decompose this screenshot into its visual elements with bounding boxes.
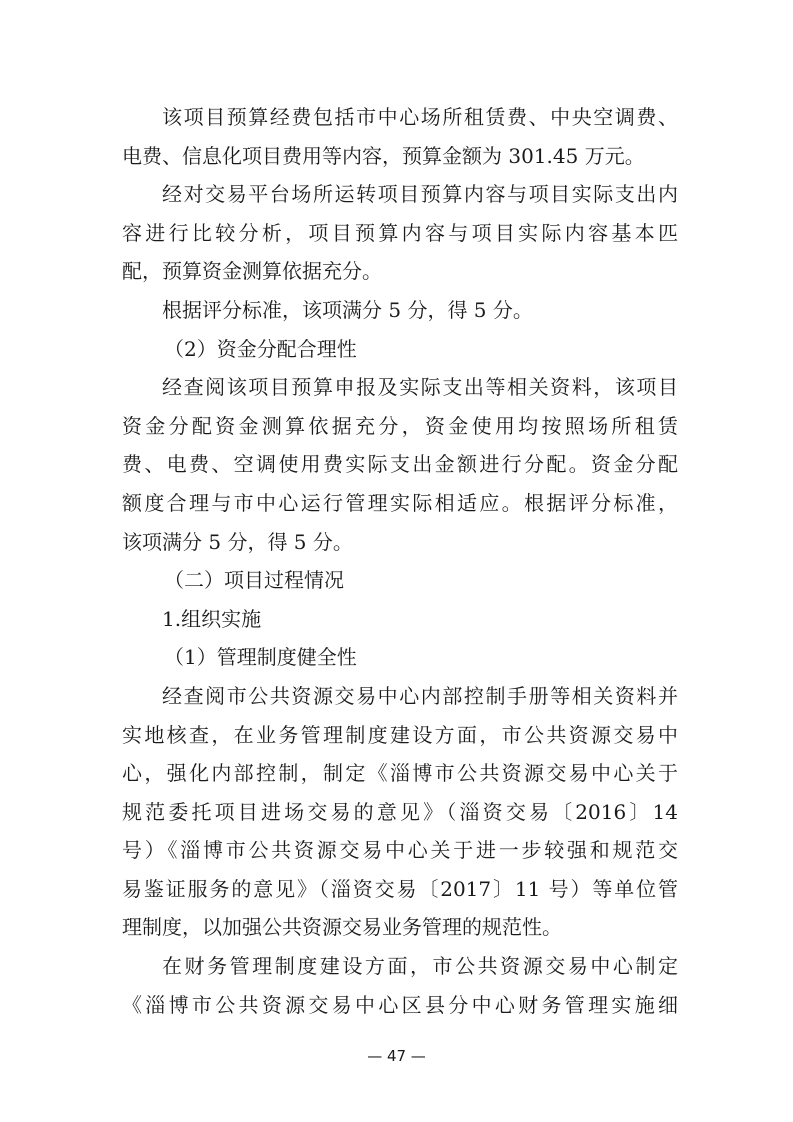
section-heading: （二）项目过程情况 (164, 568, 344, 593)
text-line: 该项目预算经费包括市中心场所租赁费、中央空调费、 (162, 105, 678, 129)
section-subheading: （2）资金分配合理性 (164, 336, 357, 361)
text-line: 经对交易平台场所运转项目预算内容与项目实际支出内 (162, 182, 678, 207)
text-line: 理制度，以加强公共资源交易业务管理的规范性。 (122, 915, 562, 940)
text-line: 实地核查，在业务管理制度建设方面，市公共资源交易中 (122, 722, 678, 747)
text-line: 资金分配资金测算依据充分，资金使用均按照场所租赁 (122, 413, 678, 438)
text-line: 配，预算资金测算依据充分。 (122, 259, 382, 284)
text-line: 经查阅该项目预算申报及实际支出等相关资料，该项目 (162, 375, 678, 400)
section-subheading: 1.组织实施 (162, 606, 262, 631)
section-subheading: （1）管理制度健全性 (164, 645, 357, 670)
text-line: 费、电费、空调使用费实际支出金额进行分配。资金分配 (122, 452, 678, 477)
text-line: 容进行比较分析，项目预算内容与项目实际内容基本匹 (122, 220, 678, 245)
page-number: — 47 — (367, 1047, 426, 1065)
text-line: 心，强化内部控制，制定《淄博市公共资源交易中心关于 (122, 761, 678, 786)
text-line: 《淄博市公共资源交易中心区县分中心财务管理实施细 (122, 992, 678, 1017)
text-line: 经查阅市公共资源交易中心内部控制手册等相关资料并 (162, 683, 678, 708)
text-line: 易鉴证服务的意见》（淄资交易〔2017〕11 号）等单位管 (122, 876, 678, 901)
text-line: 电费、信息化项目费用等内容，预算金额为 301.45 万元。 (122, 143, 645, 168)
text-line: 额度合理与市中心运行管理实际相适应。根据评分标准， (122, 490, 678, 515)
text-line: 号）《淄博市公共资源交易中心关于进一步较强和规范交 (122, 838, 678, 863)
text-line: 该项满分 5 分，得 5 分。 (122, 529, 353, 554)
text-line: 规范委托项目进场交易的意见》（淄资交易〔2016〕14 (122, 799, 678, 824)
text-line: 在财务管理制度建设方面，市公共资源交易中心制定 (162, 954, 678, 979)
text-line: 根据评分标准，该项满分 5 分，得 5 分。 (162, 297, 533, 322)
body-text (122, 98, 678, 1024)
